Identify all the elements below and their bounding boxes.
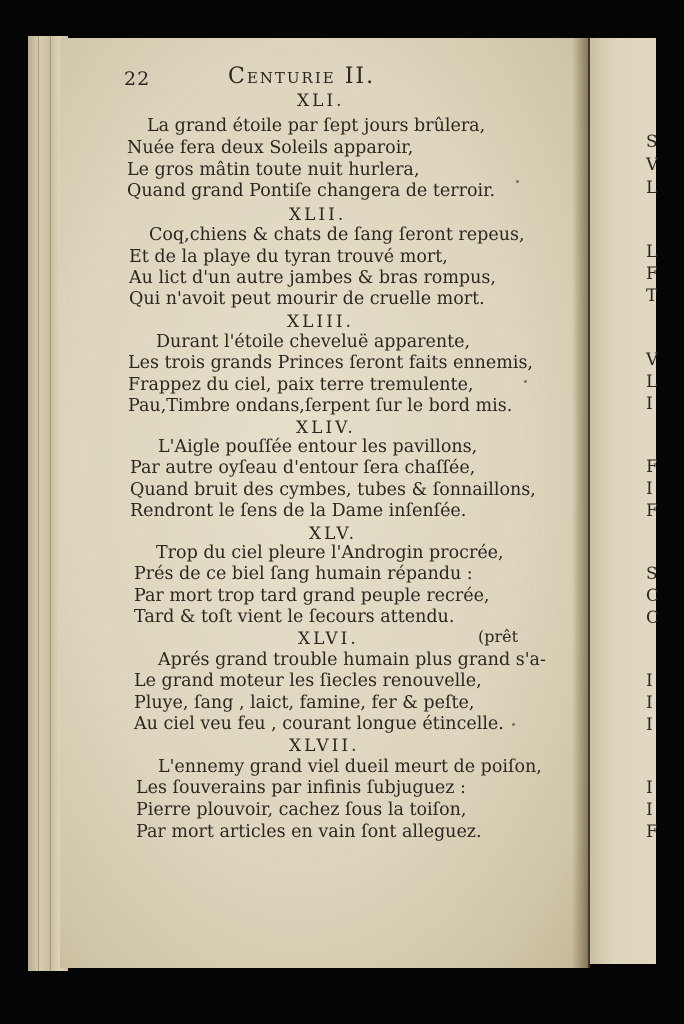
verse-line: Durant l'étoile cheveluë apparente, [156,332,471,352]
verse-line: Et de la playe du tyran trouvé mort, [129,247,448,267]
edge-letter: I [646,671,653,691]
verse-line: Qui n'avoit peut mourir de cruelle mort. [129,289,485,309]
verse-line: Les trois grands Princes ſeront faits ennemis, [128,353,533,373]
edge-letter: L [646,372,658,392]
verse-line: Pau,Timbre ondans,ſerpent ſur le bord mis. [128,396,513,416]
verse-line: Tard & toſt vient le ſecours attendu. [134,607,455,627]
edge-letter: F [646,822,658,842]
verse-line: La grand étoile par ſept jours brûlera, [147,116,486,136]
verse-line: Le grand moteur les ſiecles renouvelle, [134,671,482,691]
edge-letter: C [646,586,660,606]
quatrain-number: XLIV. [296,418,356,438]
edge-letter: I [646,800,653,820]
verse-line: L'Aigle pouſſée entour les pavillons, [158,437,478,457]
edge-letter: I [646,715,653,735]
quatrain-number: XLV. [309,524,358,544]
edge-letter: C [646,608,660,628]
verse-line: Frappez du ciel, paix terre tremulente, [128,375,474,395]
edge-letter: I [646,394,653,414]
running-head [124,64,544,92]
verse-line: Par mort trop tard grand peuple recrée, [134,586,490,606]
quatrain-number: XLIII. [287,312,354,332]
edge-letter: V [646,350,659,370]
edge-letter: S [646,564,658,584]
verse-line: Nuée fera deux Soleils apparoir, [127,138,414,158]
verse-line: Au lict d'un autre jambes & bras rompus, [129,268,496,288]
facing-page-edge-letters [642,0,660,1024]
verse-line: Coq,chiens & chats de ſang ſeront repeus, [149,225,525,245]
verse-line: Aprés grand trouble humain plus grand s'a- [158,650,546,670]
verse-line: Prés de ce biel ſang humain répandu : [134,564,473,584]
edge-letter: F [646,264,658,284]
edge-letter: I [646,479,653,499]
quatrain-number: XLI. [297,91,345,111]
edge-letter: L [646,178,658,198]
verse-line: Le gros mâtin toute nuit hurlera, [127,160,420,180]
verse-line: Par mort articles en vain ſont alleguez. [136,822,482,842]
verse-line: Par autre oyſeau d'entour ſera chaſſée, [130,458,476,478]
quatrain-number: XLII. [289,205,347,225]
verse-line: Au ciel veu feu , courant longue étincelle. [134,714,504,734]
quatrain-number: XLVII. [289,736,360,756]
verse-line: Les ſouverains par infinis ſubjuguez : [136,778,466,798]
verse-line: Quand grand Pontiſe changera de terroir. [127,181,496,201]
edge-letter: I [646,778,653,798]
verse-line: L'ennemy grand viel dueil meurt de poiſon, [158,757,542,777]
edge-letter: I [646,693,653,713]
edge-letter: V [646,155,659,175]
verse-line: Trop du ciel pleure l'Androgin procrée, [156,543,504,563]
verse-line: Quand bruit des cymbes, tubes & ſonnaillons, [130,480,536,500]
edge-letter: F [646,457,658,477]
verse-line: Rendront le ſens de la Dame inſenſée. [130,501,467,521]
verse-line: Pluye, ſang , laict, famine, fer & peſte, [134,693,475,713]
page-number: 22 [124,68,151,90]
catchword: (prêt [478,627,519,646]
edge-letter: L [646,242,658,262]
verse-line: Pierre plouvoir, cachez ſous la toiſon, [136,800,467,820]
running-title: Centurie II. [228,64,376,89]
quatrain-number: XLVI. [298,629,359,649]
edge-letter: T [646,286,658,306]
edge-letter: S [646,132,658,152]
edge-letter: F [646,501,658,521]
